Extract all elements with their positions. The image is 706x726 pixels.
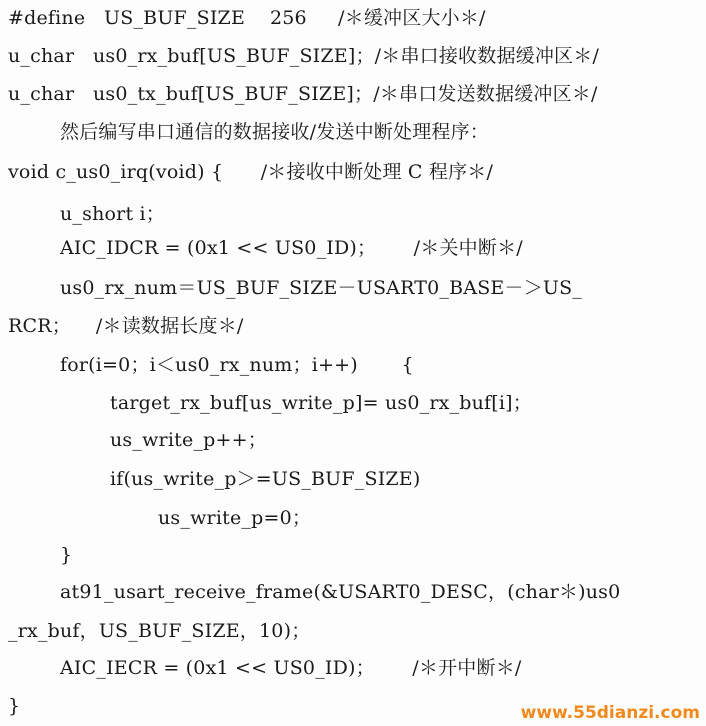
code-line-enable-interrupt: AIC_IECR = (0x1 << US0_ID)； /＊开中断＊/ bbox=[60, 657, 522, 679]
code-line-loop-close: } bbox=[60, 544, 73, 566]
code-line-tx-buf: u_char us0_tx_buf[US_BUF_SIZE]；/＊串口发送数据缓冲区＊/ bbox=[8, 83, 598, 105]
code-line-receive-frame: at91_usart_receive_frame(&USART0_DESC，(char＊)us0 bbox=[60, 581, 621, 603]
code-line-function-close: } bbox=[8, 695, 21, 717]
code-line-define: #define US_BUF_SIZE 256 /＊缓冲区大小＊/ bbox=[8, 7, 486, 29]
code-line-for-loop: for(i=0；i＜us0_rx_num；i++) { bbox=[60, 354, 414, 376]
code-line-copy-byte: target_rx_buf[us_write_p]= us0_rx_buf[i]； bbox=[110, 392, 532, 414]
code-line-increment: us_write_p++； bbox=[110, 429, 267, 451]
code-line-declaration: u_short i； bbox=[60, 203, 165, 225]
code-line-disable-interrupt: AIC_IDCR = (0x1 << US0_ID)； /＊关中断＊/ bbox=[60, 237, 523, 259]
code-line-rx-num-continued: RCR； /＊读数据长度＊/ bbox=[8, 315, 244, 337]
code-line-reset: us_write_p=0； bbox=[158, 507, 312, 529]
code-line-rx-buf: u_char us0_rx_buf[US_BUF_SIZE]；/＊串口接收数据缓冲区＊/ bbox=[8, 45, 600, 67]
code-line-receive-frame-continued: _rx_buf，US_BUF_SIZE，10)； bbox=[8, 620, 311, 642]
code-line-rx-num: us0_rx_num＝US_BUF_SIZE－USART0_BASE－＞US_ bbox=[60, 277, 583, 299]
prose-line: 然后编写串口通信的数据接收/发送中断处理程序： bbox=[60, 121, 490, 143]
code-line-function-header: void c_us0_irq(void) { /＊接收中断处理 C 程序＊/ bbox=[8, 161, 494, 183]
code-line-if: if(us_write_p＞=US_BUF_SIZE) bbox=[110, 468, 421, 490]
watermark-logo: www.55dianzi.com bbox=[520, 703, 700, 723]
